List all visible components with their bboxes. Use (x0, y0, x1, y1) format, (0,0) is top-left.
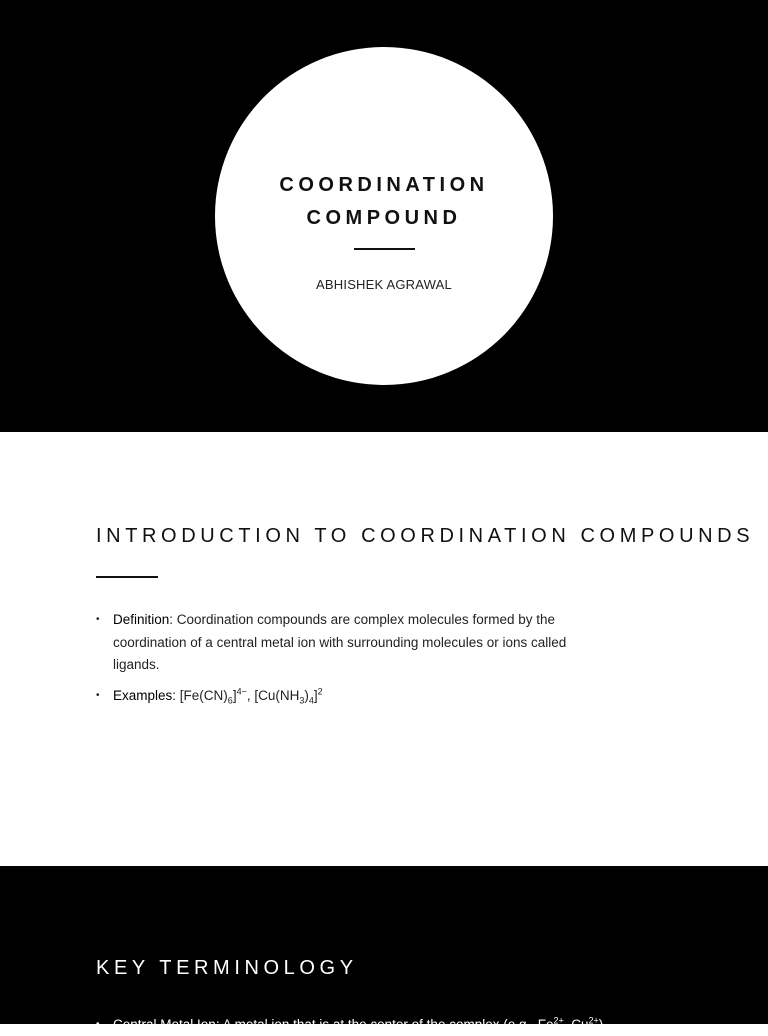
term-examples: Examples (113, 687, 173, 703)
title-line-1: COORDINATION (279, 174, 489, 196)
title-divider (354, 248, 415, 250)
key-terminology-slide (0, 866, 768, 1032)
bullet-central-metal-ion (96, 1014, 696, 1036)
bullet-icon: • (96, 689, 100, 701)
examples-separator: : (172, 687, 180, 703)
bullet-definition (96, 609, 616, 677)
bullet-examples: • Examples: $[Fe(CN)_6]^{4-}$, $[Cu(NH_3)_4]^2$ (96, 686, 323, 706)
key-terminology-heading: KEY TERMINOLOGY (96, 957, 358, 979)
intro-slide (0, 432, 768, 866)
example-ferrocyanide: $[Fe(CN)_6]^{4-}$ (179, 686, 247, 706)
term-central-metal-ion: Central Metal Ion (113, 1017, 216, 1032)
title-line-2: COMPOUND (306, 207, 462, 229)
key-terminology-bullet-list (96, 1014, 696, 1036)
presentation-title (215, 169, 553, 235)
term-definition: Definition (113, 612, 170, 627)
intro-divider (96, 576, 158, 578)
central-metal-ion-text: : A metal ion that is at the center of the complex (e.g., $Fe^{2+}$, $Cu^{2+}$). (215, 1015, 608, 1032)
intro-heading: INTRODUCTION TO COORDINATION COMPOUNDS (96, 525, 755, 547)
bullet-icon: • (96, 614, 100, 625)
title-slide (0, 0, 768, 432)
example-tetraammine-copper: $[Cu(NH_3)_4]^2$ (254, 686, 323, 706)
title-circle (215, 47, 553, 385)
intro-bullet-list (96, 609, 616, 715)
author-name: ABHISHEK AGRAWAL (316, 277, 452, 292)
definition-text: : Coordination compounds are complex molecules formed by the coordination of a central metal ion with surrounding molecules or ions called ligands. (113, 612, 567, 672)
bullet-icon: • (96, 1019, 100, 1030)
